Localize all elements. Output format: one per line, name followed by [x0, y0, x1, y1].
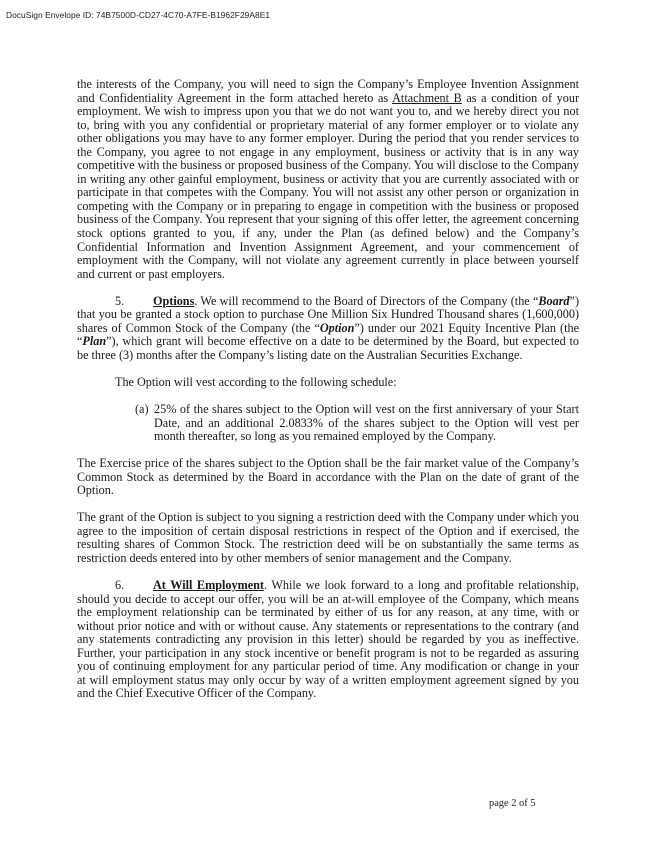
attachment-b-reference: Attachment B: [392, 90, 462, 105]
letter-body: [77, 78, 579, 701]
list-marker: (a): [135, 401, 149, 416]
defined-term-option: Option: [319, 320, 355, 335]
section-text: ”), which grant will become effective on a date to be determined by the Board, but expected to be three (3) months after the Company’s listing date on the Australian Securities Exchange.: [77, 334, 579, 362]
section-heading: Options: [153, 293, 195, 308]
section-text: . While we look forward to a long and profitable relationship, should you decide to accept our offer, you will be an at-will employee of the Company, which means the employment relationship can be terminated by either of us for any reason, at any time, with or without prior notice and with or without cause. Any statements or representations to the contrary (and any statements contradicting any provision in this letter) should be regarded by you as ineffective. Further, your participation in any stock incentive or benefit program is not to be regarded as assuring you of continuing employment for any particular period of time. Any modification or change in your at will employment status may only occur by way of a written employment agreement signed by you and the Chief Executive Officer of the Company.: [77, 577, 579, 701]
section-text: ”) under our 2021 Equity Incentive Plan (the “: [77, 320, 579, 349]
section-heading: At Will Employment: [153, 577, 264, 592]
section-text: ”) that you be granted a stock option to purchase One Million Six Hundred Thousand shares (1,600,000) shares of Common Stock of the Company (the “: [77, 293, 579, 335]
section-5-options: [77, 295, 579, 363]
list-item-text: 25% of the shares subject to the Option will vest on the first anniversary of your Start Date, and an additional 2.0833% of the shares subject to the Option will vest per month thereafter, so long as you remained employed by the Company.: [154, 401, 579, 444]
paragraph-text: the interests of the Company, you will need to sign the Company’s Employee Invention Assignment and Confidentiality Agreement in the form attached hereto as: [77, 77, 579, 105]
section-6-at-will-employment: [77, 579, 579, 701]
section-number: 5.: [115, 293, 125, 308]
restriction-deed-paragraph: The grant of the Option is subject to you signing a restriction deed with the Company under which you agree to the imposition of certain disposal restrictions in respect of the Option and if exercised, the resulting shares of Common Stock. The restriction deed will be on substantially the same terms as restriction deeds entered into by other members of senior management and the Company.: [77, 510, 579, 565]
defined-term-board: Board: [538, 293, 570, 308]
page-number: page 2 of 5: [489, 798, 536, 809]
vesting-schedule-item: [77, 403, 579, 444]
paragraph-text: as a condition of your employment. We wish to impress upon you that we do not want you to, and we hereby direct you not to, bring with you any confidential or proprietary material of any former employer or to violate any other obligations you may have to any former employer. During the period that you render services to the Company, you agree to not engage in any employment, business or activity that is in any way competitive with the business or proposed business of the Company. You will disclose to the Company in writing any other gainful employment, business or activity that you are currently associated with or participate in that competes with the Company. You will not assist any other person or organization in competing with the Company or in preparing to engage in competition with the business or proposed business of the Company. You represent that your signing of this offer letter, the agreement concerning stock options granted to you, if any, under the Plan (as defined below) and the Company’s Confidential Information and Invention Assignment Agreement, and your commencement of employment with the Company, will not violate any agreement currently in place between yourself and current or past employers.: [77, 90, 579, 281]
defined-term-plan: Plan: [82, 334, 107, 349]
exercise-price-paragraph: The Exercise price of the shares subject to the Option shall be the fair market value of the Company’s Common Stock as determined by the Board in accordance with the Plan on the date of grant of the Option.: [77, 456, 579, 498]
vesting-intro: The Option will vest according to the following schedule:: [115, 374, 397, 389]
section-text: . We will recommend to the Board of Directors of the Company (the “: [194, 293, 539, 308]
section-number: 6.: [115, 577, 125, 592]
employment-obligations-paragraph: [77, 78, 579, 281]
docusign-envelope-id: DocuSign Envelope ID: 74B7500D-CD27-4C70-A7FE-B1962F29A8E1: [6, 10, 271, 20]
